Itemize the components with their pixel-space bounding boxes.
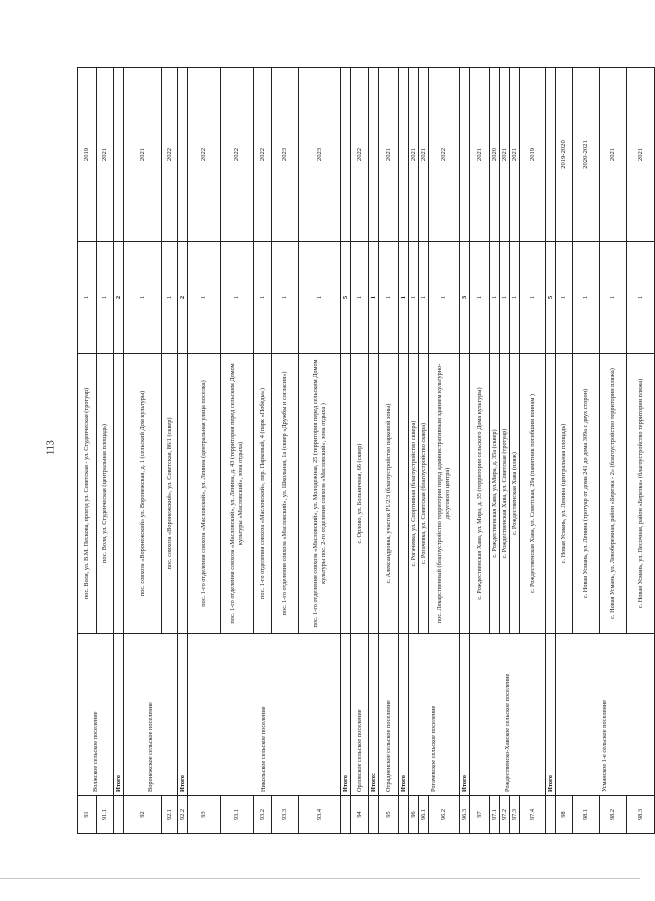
row-number-cell: 92.1: [162, 796, 178, 834]
count-cell: 1: [627, 242, 655, 354]
table-body: [78, 68, 655, 834]
row-number-cell: 97: [470, 796, 490, 834]
address-cell: [341, 354, 351, 634]
row-number-cell: 98.2: [600, 796, 627, 834]
row-number-cell: 97.3: [510, 796, 520, 834]
table-row: [409, 68, 419, 834]
year-cell: [460, 68, 470, 242]
table-row: [124, 68, 162, 834]
address-cell: пос. 1-го отделения совхоза «Масловский», ул. Ленина (центральная улица поселка): [188, 354, 221, 634]
address-cell: пос. совхоза «Воронежский», ул. Советская, 86/1 (сквер): [162, 354, 178, 634]
count-cell: 1: [124, 242, 162, 354]
count-cell: 1: [510, 242, 520, 354]
year-cell: [341, 68, 351, 242]
address-cell: пос. совхоза «Воронежский» ул. Воронежская, д. 1 (сельский Дом культуры): [124, 354, 162, 634]
row-number-cell: 95: [379, 796, 399, 834]
address-cell: [369, 354, 379, 634]
address-cell: [460, 354, 470, 634]
count-cell: 1: [162, 242, 178, 354]
address-cell: с. Орлово, ул. Больничная, 66 (сквер): [351, 354, 369, 634]
improvement-plan-table: [77, 67, 655, 834]
row-number-cell: 93.3: [272, 796, 299, 834]
year-cell: [369, 68, 379, 242]
year-cell: 2021: [124, 68, 162, 242]
count-cell: 1: [490, 242, 500, 354]
total-label-cell: Итого: [546, 634, 556, 796]
count-cell: 1: [573, 242, 600, 354]
row-number-cell: 97.4: [520, 796, 546, 834]
address-cell: с. Новая Усмань, ул. Левобережная, район «Березка - 2» (благоустройство территории пляжа): [600, 354, 627, 634]
row-number-cell: [369, 796, 379, 834]
document-table-wrapper: [77, 68, 644, 834]
page-bottom-rule: [0, 878, 640, 879]
row-number-cell: 92: [124, 796, 162, 834]
settlement-cell: Никольское сельское поселение: [188, 634, 341, 796]
address-cell: с. Рогачевка, ул. Спортивная (благоустройство сквера): [409, 354, 419, 634]
row-number-cell: 96: [409, 796, 419, 834]
address-cell: [399, 354, 409, 634]
row-number-cell: [546, 796, 556, 834]
address-cell: с. Рогачевка, ул. Советская (благоустройство сквера): [419, 354, 429, 634]
table-row: [470, 68, 490, 834]
count-cell: 5: [546, 242, 556, 354]
table-row: [188, 68, 221, 834]
address-cell: пос. Лекарственный (благоустройство территории перед административным зданием культурно-досугового центра): [429, 354, 460, 634]
year-cell: 2022: [221, 68, 254, 242]
year-cell: 2019: [78, 68, 97, 242]
address-cell: [114, 354, 124, 634]
row-number-cell: 91: [78, 796, 97, 834]
total-row: [460, 68, 470, 834]
row-number-cell: 93.4: [299, 796, 341, 834]
settlement-cell: Рогачевское сельское поселение: [409, 634, 460, 796]
row-number-cell: 97.1: [490, 796, 500, 834]
row-number-cell: 94: [351, 796, 369, 834]
total-label-cell: Итого:: [369, 634, 379, 796]
address-cell: с. Новая Усмань, ул. Ленина (центральная площадь): [556, 354, 573, 634]
year-cell: 2022: [429, 68, 460, 242]
year-cell: 2021: [500, 68, 510, 242]
year-cell: 2021: [510, 68, 520, 242]
year-cell: [178, 68, 188, 242]
address-cell: с. Александровка, участок Р1/2/3 (благоустройство парковой зоны): [379, 354, 399, 634]
address-cell: пос. 1-го отделения совхоза «Масловский», ул. Ленина, д. 43 (территория перед сельским Домом культуры «Масловский», зона отдыха): [221, 354, 254, 634]
total-row: [546, 68, 556, 834]
year-cell: 2021: [470, 68, 490, 242]
address-cell: с. Рождественская Хава, ул.Мира, д. 35а (сквер): [490, 354, 500, 634]
count-cell: 1: [600, 242, 627, 354]
count-cell: 2: [178, 242, 188, 354]
count-cell: 1: [409, 242, 419, 354]
total-label-cell: Итого: [460, 634, 470, 796]
count-cell: 1: [97, 242, 114, 354]
year-cell: 2020: [490, 68, 500, 242]
year-cell: 2023: [272, 68, 299, 242]
year-cell: [114, 68, 124, 242]
count-cell: 1: [556, 242, 573, 354]
count-cell: 1: [351, 242, 369, 354]
address-cell: с. Новая Усмань, ул. Песочная, район «Березка» (благоустройство территории пляжа): [627, 354, 655, 634]
row-number-cell: 98: [556, 796, 573, 834]
total-row: [399, 68, 409, 834]
total-label-cell: Итого: [399, 634, 409, 796]
row-number-cell: [114, 796, 124, 834]
total-row: [369, 68, 379, 834]
count-cell: 1: [429, 242, 460, 354]
year-cell: 2021: [97, 68, 114, 242]
count-cell: 1: [188, 242, 221, 354]
address-cell: с. Рождественская Хава, ул. Советская (тротуар): [500, 354, 510, 634]
row-number-cell: 91.1: [97, 796, 114, 834]
row-number-cell: 96.3: [460, 796, 470, 834]
address-cell: пос. 1-го отделения совхоза «Масловский», пер. Парковый, 4 (парк «Победы»): [254, 354, 272, 634]
address-cell: с. Рождественская Хава, ул. Советская, 29а (памятник погибшим воинам ): [520, 354, 546, 634]
row-number-cell: 92.2: [178, 796, 188, 834]
row-number-cell: 96.1: [419, 796, 429, 834]
year-cell: 2022: [162, 68, 178, 242]
count-cell: 3: [460, 242, 470, 354]
year-cell: 2021: [409, 68, 419, 242]
settlement-cell: Волжское сельское поселение: [78, 634, 114, 796]
row-number-cell: 93: [188, 796, 221, 834]
row-number-cell: 93.1: [221, 796, 254, 834]
page-number: 113: [45, 440, 57, 455]
count-cell: 2: [114, 242, 124, 354]
total-label-cell: Итого: [178, 634, 188, 796]
count-cell: 1: [520, 242, 546, 354]
row-number-cell: [399, 796, 409, 834]
count-cell: 1: [379, 242, 399, 354]
total-row: [114, 68, 124, 834]
year-cell: 2022: [351, 68, 369, 242]
year-cell: 2021: [419, 68, 429, 242]
count-cell: 1: [399, 242, 409, 354]
year-cell: 2023: [299, 68, 341, 242]
year-cell: [546, 68, 556, 242]
address-cell: пос. Воля, ул. Студенческая (центральная площадь): [97, 354, 114, 634]
year-cell: 2022: [254, 68, 272, 242]
count-cell: 1: [470, 242, 490, 354]
year-cell: 2021: [600, 68, 627, 242]
total-row: [178, 68, 188, 834]
address-cell: с. Рождественская Хава (пляж): [510, 354, 520, 634]
count-cell: 1: [299, 242, 341, 354]
row-number-cell: 98.3: [627, 796, 655, 834]
settlement-cell: Воронежское сельское поселение: [124, 634, 178, 796]
year-cell: 2019: [520, 68, 546, 242]
address-cell: пос. Воля, ул. В.М. Пескова, проезд ул. Советская - ул. Студенческая (тротуар): [78, 354, 97, 634]
count-cell: 1: [254, 242, 272, 354]
total-label-cell: Итого: [114, 634, 124, 796]
count-cell: 5: [341, 242, 351, 354]
total-label-cell: Итого: [341, 634, 351, 796]
address-cell: с. Новая Усмань, ул. Ленина (тротуар от дома 241 до дома 309а с двух сторон): [573, 354, 600, 634]
count-cell: 1: [419, 242, 429, 354]
table-row: [351, 68, 369, 834]
address-cell: пос. 1-го отделения совхоза «Масловский», ул. Молодежная, 25 (территория перед сельским Домом культуры пос. 2-го отделения совхоза «Масловский», зона отдыха ): [299, 354, 341, 634]
count-cell: 1: [272, 242, 299, 354]
year-cell: 2021: [379, 68, 399, 242]
table-row: [379, 68, 399, 834]
year-cell: 2021: [627, 68, 655, 242]
count-cell: 1: [500, 242, 510, 354]
year-cell: [399, 68, 409, 242]
address-cell: [178, 354, 188, 634]
count-cell: 1: [221, 242, 254, 354]
row-number-cell: 96.2: [429, 796, 460, 834]
row-number-cell: 97.2: [500, 796, 510, 834]
table-row: [556, 68, 573, 834]
settlement-cell: Рождественско-Хавское сельское поселение: [470, 634, 546, 796]
address-cell: [546, 354, 556, 634]
year-cell: 2022: [188, 68, 221, 242]
row-number-cell: 98.1: [573, 796, 600, 834]
row-number-cell: [341, 796, 351, 834]
address-cell: с. Рождественская Хава, ул. Мира, д. 35 (территория сельского Дома культуры): [470, 354, 490, 634]
year-cell: 2019-2020: [556, 68, 573, 242]
year-cell: 2020-2021: [573, 68, 600, 242]
settlement-cell: Усманское 1-е сельское поселение: [556, 634, 655, 796]
table-row: [78, 68, 97, 834]
total-row: [341, 68, 351, 834]
count-cell: 1: [78, 242, 97, 354]
row-number-cell: 93.2: [254, 796, 272, 834]
settlement-cell: Отрадненское сельское поселение: [379, 634, 399, 796]
address-cell: пос. 1-го отделения совхоза «Масловский», ул. Школьная, 1а (сквер «Дружбы и согласия»): [272, 354, 299, 634]
settlement-cell: Орловское сельское поселение: [351, 634, 369, 796]
count-cell: 1: [369, 242, 379, 354]
